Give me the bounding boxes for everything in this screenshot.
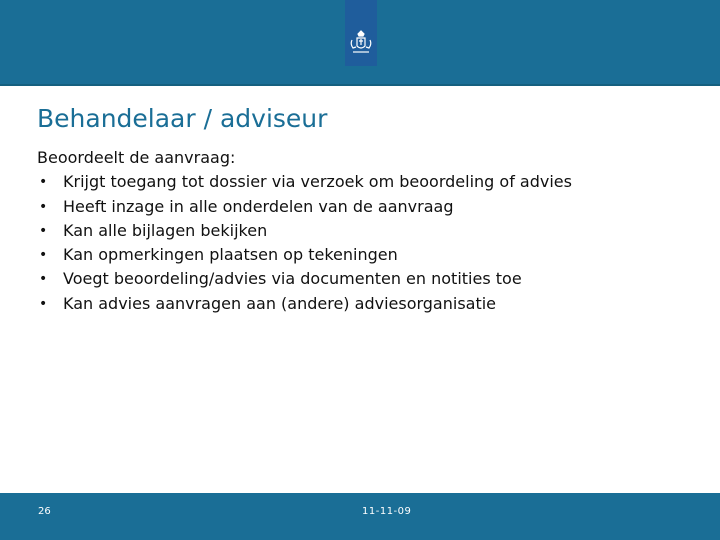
list-item: [37, 219, 697, 243]
list-item-text: Heeft inzage in alle onderdelen van de aanvraag: [63, 196, 454, 216]
slide-title: Behandelaar / adviseur: [37, 104, 328, 133]
bullet-icon: •: [39, 174, 48, 191]
list-item: [37, 292, 697, 316]
footer-bar: [0, 493, 720, 540]
list-item-text: Kan alle bijlagen bekijken: [63, 220, 268, 240]
header-bar: [0, 0, 720, 86]
bullet-icon: •: [39, 222, 48, 239]
bullet-icon: •: [39, 271, 48, 288]
page-number: 26: [38, 506, 51, 517]
bullet-icon: •: [39, 247, 48, 264]
list-item-text: Krijgt toegang tot dossier via verzoek om beoordeling of advies: [63, 172, 572, 192]
header-divider: [0, 84, 720, 86]
bullet-list: [37, 170, 697, 316]
list-item-text: Kan advies aanvragen aan (andere) adviesorganisatie: [63, 293, 497, 313]
intro-text: Beoordeelt de aanvraag:: [37, 148, 236, 167]
list-item-text: Voegt beoordeling/advies via documenten en notities toe: [63, 269, 522, 289]
list-item: [37, 170, 697, 194]
bullet-icon: •: [39, 198, 48, 215]
list-item-text: Kan opmerkingen plaatsen op tekeningen: [63, 245, 398, 265]
logo-banner: [345, 0, 377, 66]
list-item: [37, 195, 697, 219]
footer-date: 11-11-09: [362, 506, 412, 517]
slide-body: [37, 146, 697, 316]
bullet-icon: •: [39, 295, 48, 312]
list-item: [37, 267, 697, 291]
coat-of-arms-icon: [348, 30, 374, 58]
list-item: [37, 243, 697, 267]
